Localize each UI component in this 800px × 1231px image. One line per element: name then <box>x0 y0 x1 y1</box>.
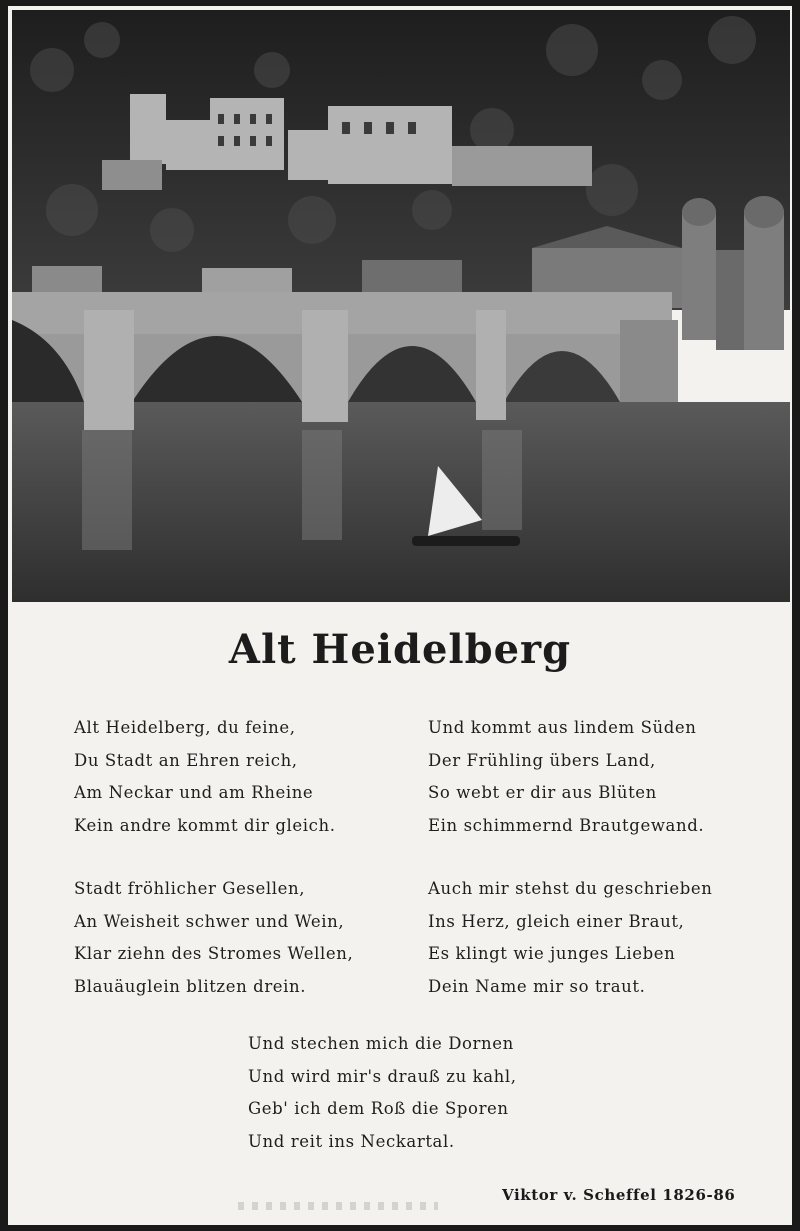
stanza-2 <box>428 712 704 842</box>
stanza-5 <box>248 1028 517 1158</box>
poem-line: Alt Heidelberg, du feine, <box>74 718 296 737</box>
poem-line: Geb' ich dem Roß die Sporen <box>248 1099 509 1118</box>
photo-illustration <box>12 10 790 602</box>
poem-line: An Weisheit schwer und Wein, <box>74 911 345 931</box>
stanza-3 <box>74 873 353 1003</box>
poem-title: Alt Heidelberg <box>228 626 572 673</box>
poem-line: Kein andre kommt dir gleich. <box>74 815 336 835</box>
heidelberg-photo <box>12 10 790 602</box>
poem-line: Ins Herz, gleich einer Braut, <box>428 911 685 931</box>
author-signature: Viktor v. Scheffel 1826-86 <box>502 1186 736 1204</box>
poem-line: Stadt fröhlicher Gesellen, <box>74 879 306 898</box>
poem-line: Am Neckar und am Rheine <box>74 783 314 802</box>
poem-line: So webt er dir aus Blüten <box>428 783 657 802</box>
poem-line: Und wird mir's drauß zu kahl, <box>248 1066 517 1086</box>
poem-line: Du Stadt an Ehren reich, <box>74 750 298 770</box>
poem-line: Blauäuglein blitzen drein. <box>74 976 307 996</box>
stanza-1 <box>74 712 336 842</box>
poem-line: Dein Name mir so traut. <box>428 976 646 996</box>
poem-line: Klar ziehn des Stromes Wellen, <box>74 944 354 963</box>
poem-line: Und stechen mich die Dornen <box>248 1034 514 1053</box>
postcard <box>8 6 792 1225</box>
poem-line: Der Frühling übers Land, <box>428 750 656 770</box>
print-smudge <box>238 1202 438 1210</box>
poem-line: Es klingt wie junges Lieben <box>428 944 676 963</box>
poem-line: Und kommt aus lindem Süden <box>428 718 697 737</box>
poem-line: Ein schimmernd Brautgewand. <box>428 815 705 835</box>
stanza-4 <box>428 873 713 1003</box>
poem-line: Und reit ins Neckartal. <box>248 1131 455 1151</box>
poem-line: Auch mir stehst du geschrieben <box>428 879 713 898</box>
